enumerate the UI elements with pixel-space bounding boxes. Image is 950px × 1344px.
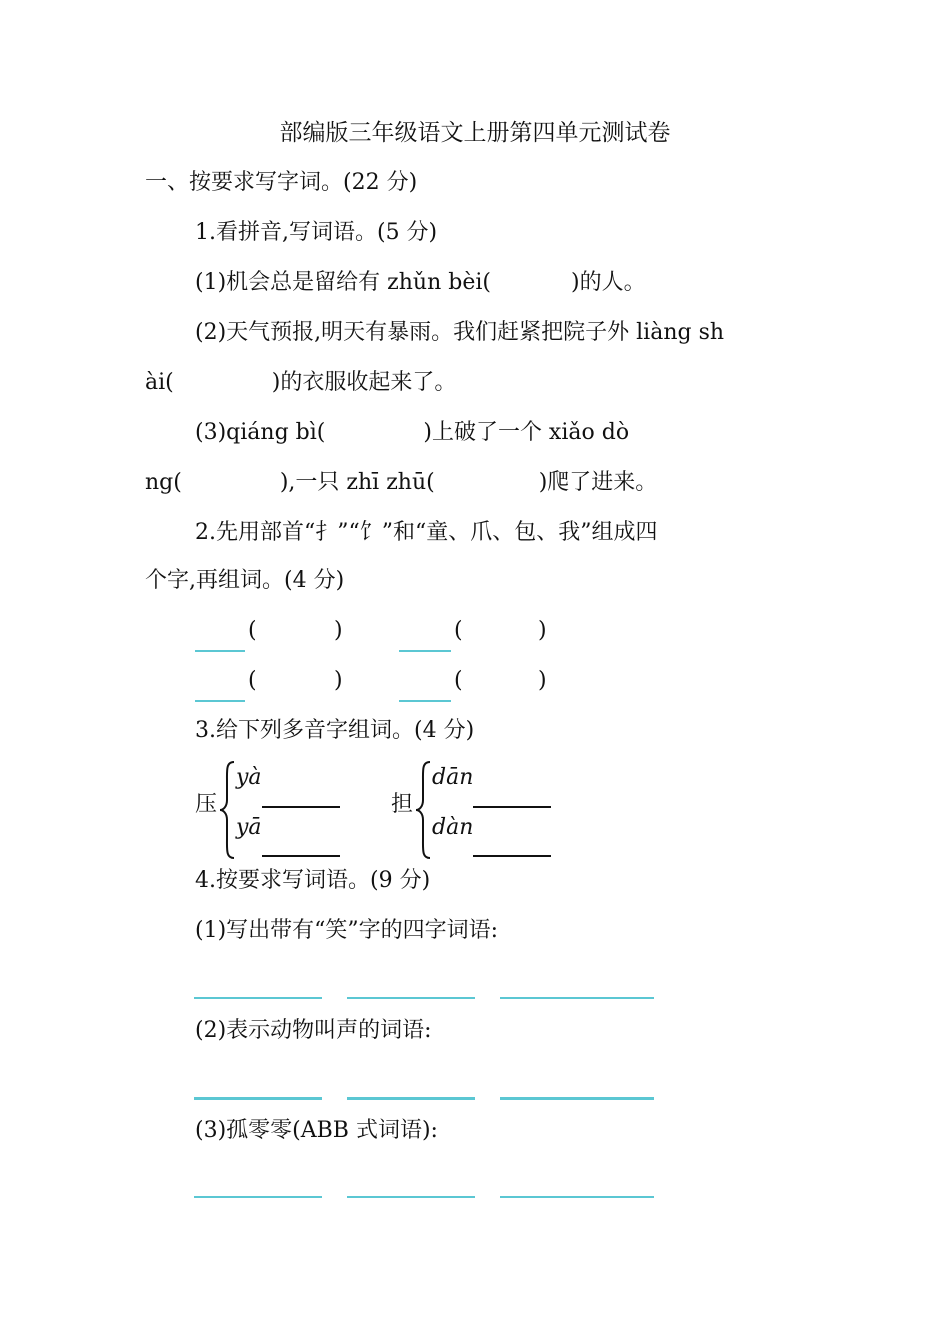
- question-1-heading: 1.看拼音,写词语。(5 分): [195, 220, 438, 245]
- close-paren: ): [334, 618, 343, 643]
- question-2-heading-line-1: 2.先用部首“扌”“饣”和“童、爪、包、我”组成四: [195, 520, 658, 545]
- reading-4: dàn: [432, 815, 474, 840]
- question-1-item-1: [195, 268, 646, 298]
- section-heading: 一、按要求写字词。(22 分): [145, 170, 418, 195]
- answer-line[interactable]: [194, 1097, 322, 1100]
- question-1-item-3-line-1: [195, 418, 629, 448]
- answer-line[interactable]: [500, 997, 654, 999]
- reading-2: yā: [236, 815, 262, 840]
- word-blank[interactable]: [262, 806, 340, 808]
- answer-line[interactable]: [500, 1097, 654, 1100]
- reading-3: dān: [432, 765, 474, 790]
- open-paren: (: [248, 668, 257, 693]
- polyphone-char-1: 压: [195, 792, 218, 817]
- answer-line[interactable]: [347, 997, 475, 999]
- word-blank[interactable]: [262, 855, 340, 857]
- close-paren: ): [334, 668, 343, 693]
- open-paren: (: [248, 618, 257, 643]
- item-3-prompt: (3)qiáng bì(: [195, 420, 326, 445]
- answer-line[interactable]: [194, 1196, 322, 1198]
- word-blank[interactable]: [473, 855, 551, 857]
- item-1-suffix: )的人。: [570, 270, 646, 295]
- char-blank[interactable]: [195, 650, 245, 652]
- item-3-middle-2: ),一只 zhī zhū(: [279, 470, 435, 495]
- answer-line[interactable]: [194, 997, 322, 999]
- item-3-middle: )上破了一个 xiǎo dò: [423, 420, 630, 445]
- question-4-heading: 4.按要求写词语。(9 分): [195, 868, 431, 893]
- item-3-suffix: )爬了进来。: [538, 470, 658, 495]
- item-3-pinyin-end: ng(: [145, 470, 182, 495]
- reading-1: yà: [236, 765, 262, 790]
- close-paren: ): [538, 618, 547, 643]
- question-1-item-2-line-1: (2)天气预报,明天有暴雨。我们赶紧把院子外 liàng sh: [195, 320, 725, 345]
- answer-line[interactable]: [500, 1196, 654, 1198]
- char-blank[interactable]: [399, 700, 451, 702]
- page-title: 部编版三年级语文上册第四单元测试卷: [279, 120, 671, 146]
- open-paren: (: [454, 618, 463, 643]
- question-2-heading-line-2: 个字,再组词。(4 分): [145, 568, 345, 593]
- brace-icon: [414, 760, 432, 860]
- char-blank[interactable]: [399, 650, 451, 652]
- item-2-pinyin-end: ài(: [145, 370, 174, 395]
- question-3-heading: 3.给下列多音字组词。(4 分): [195, 718, 475, 743]
- close-paren: ): [538, 668, 547, 693]
- item-1-prompt: (1)机会总是留给有 zhǔn bèi(: [195, 270, 491, 295]
- question-4-item-1: (1)写出带有“笑”字的四字词语:: [195, 918, 499, 943]
- char-blank[interactable]: [195, 700, 245, 702]
- answer-line[interactable]: [347, 1097, 475, 1100]
- question-4-item-3: (3)孤零零(ABB 式词语):: [195, 1118, 438, 1143]
- brace-icon: [218, 760, 236, 860]
- answer-line[interactable]: [347, 1196, 475, 1198]
- question-4-item-2: (2)表示动物叫声的词语:: [195, 1018, 432, 1043]
- question-1-item-2-line-2: [145, 368, 456, 398]
- open-paren: (: [454, 668, 463, 693]
- item-2-suffix: )的衣服收起来了。: [271, 370, 457, 395]
- polyphone-char-2: 担: [391, 792, 414, 817]
- word-blank[interactable]: [473, 806, 551, 808]
- question-1-item-3-line-2: [145, 468, 657, 498]
